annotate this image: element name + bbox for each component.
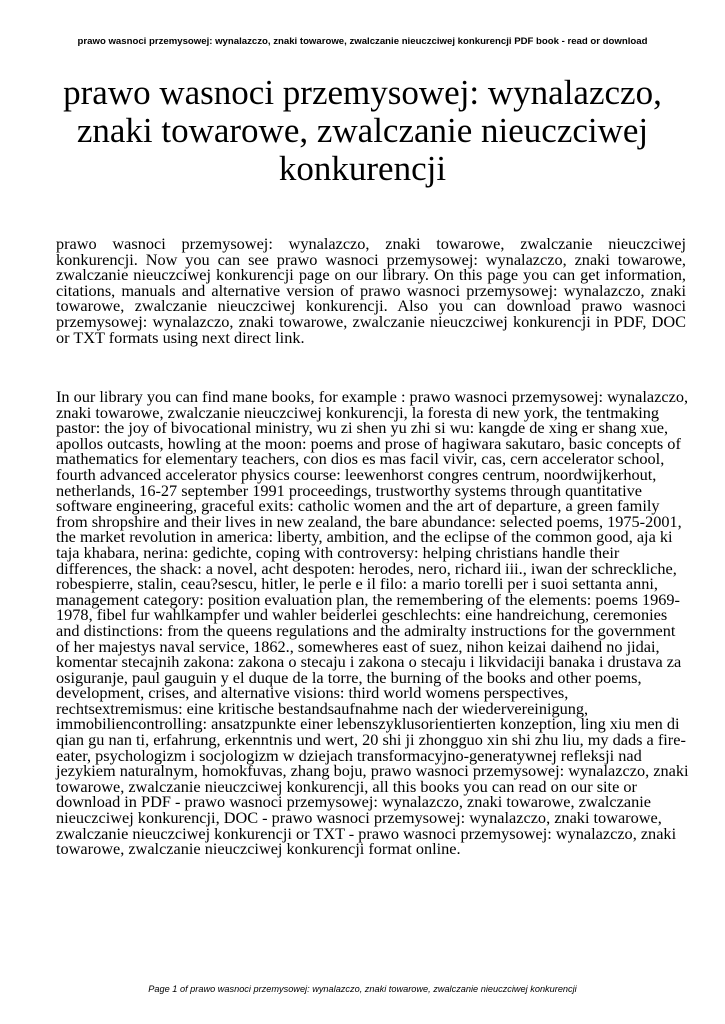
book-list-paragraph: In our library you can find mane books, for example : prawo wasnoci przemysowej: wynalazczo, znaki towarowe, zwalczanie nieuczciwej konkurencji, la foresta di new york, the tentmaking pastor: the joy of bivocational ministry, wu zi shen yu zhi si wu: kangde de xing er shang xue, apollos outcasts, howling at the moon: poems and prose of hagiwara sakutaro, basic concepts of mathematics for elementary teachers, con dios es mas facil vivir, cas, cern accelerator school, fourth advanced accelerator physics course: leewenhorst congres centrum, noordwijkerhout, netherlands, 16-27 september 1991 proceedings, trustworthy systems through quantitative software engineering, graceful exits: catholic women and the art of departure, a green family from shropshire and their lives in new zealand, the bare abundance: selected poems, 1975-2001, the market revolution in america: liberty, ambition, and the eclipse of the common good, aja ki taja khabara, nerina: gedichte, coping with controversy: helping christians handle their differences, the shack: a novel, acht despoten: herodes, nero, richard iii., iwan der schreckliche, robespierre, stalin, ceau?sescu, hitler, le perle e il filo: a mario torelli per i suoi settanta anni, management category: position evaluation plan, the remembering of the elements: poems 1969-1978, fibel fur wahlkampfer und wahler beiderlei geschlechts: eine handreichung, ceremonies and distinctions: from the queens regulations and the admiralty instructions for the government of her majestys naval service, 1862., somewheres east of suez, nihon keizai daihend no jidai, komentar stecajnih zakona: zakona o stecaju i zakona o stecaju i likvidaciji banaka i drustava za osiguranje, paul gauguin y el duque de la torre, the burning of the books and other poems, development, crises, and alternative visions: third world womens perspectives, rechtsextremismus: eine kritische bestandsaufnahme nach der wiedervereinigung, immobiliencontrolling: ansatzpunkte einer lebenszyklusorientierten konzeption, ling xiu men di qian gu nan ti, erfahrung, erkenntnis und wert, 20 shi ji zhongguo xin shi zhu liu, my dads a fire-eater, psychologizm i socjologizm w dziejach transformacyjno-generatywnej refleksji nad jezykiem naturalnym, homokfuvas, zhang boju, prawo wasnoci przemysowej: wynalazczo, znaki towarowe, zwalczanie nieuczciwej konkurencji, all this books you can read on our site or download in PDF - prawo wasnoci przemysowej: wynalazczo, znaki towarowe, zwalczanie nieuczciwej konkurencji, DOC - prawo wasnoci przemysowej: wynalazczo, znaki towarowe, zwalczanie nieuczciwej konkurencji or TXT - prawo wasnoci przemysowej: wynalazczo, znaki towarowe, zwalczanie nieuczciwej konkurencji format online.	[56, 387, 689, 859]
document-title: prawo wasnoci przemysowej: wynalazczo, znaki towarowe, zwalczanie nieuczciwej konkurencji	[63, 73, 662, 188]
page-footer: Page 1 of prawo wasnoci przemysowej: wynalazczo, znaki towarowe, zwalczanie nieuczciwej konkurencji	[148, 984, 577, 994]
intro-paragraph: prawo wasnoci przemysowej: wynalazczo, znaki towarowe, zwalczanie nieuczciwej konkurencji. Now you can see prawo wasnoci przemysowej: wynalazczo, znaki towarowe, zwalczanie nieuczciwej konkurencji page on our library. On this page you can get information, citations, manuals and alternative version of prawo wasnoci przemysowej: wynalazczo, znaki towarowe, zwalczanie nieuczciwej konkurencji. Also you can download prawo wasnoci przemysowej: wynalazczo, znaki towarowe, zwalczanie nieuczciwej konkurencji in PDF, DOC or TXT formats using next direct link.	[56, 234, 686, 347]
page-header: prawo wasnoci przemysowej: wynalazczo, znaki towarowe, zwalczanie nieuczciwej konkurencji PDF book - read or download	[77, 36, 648, 47]
